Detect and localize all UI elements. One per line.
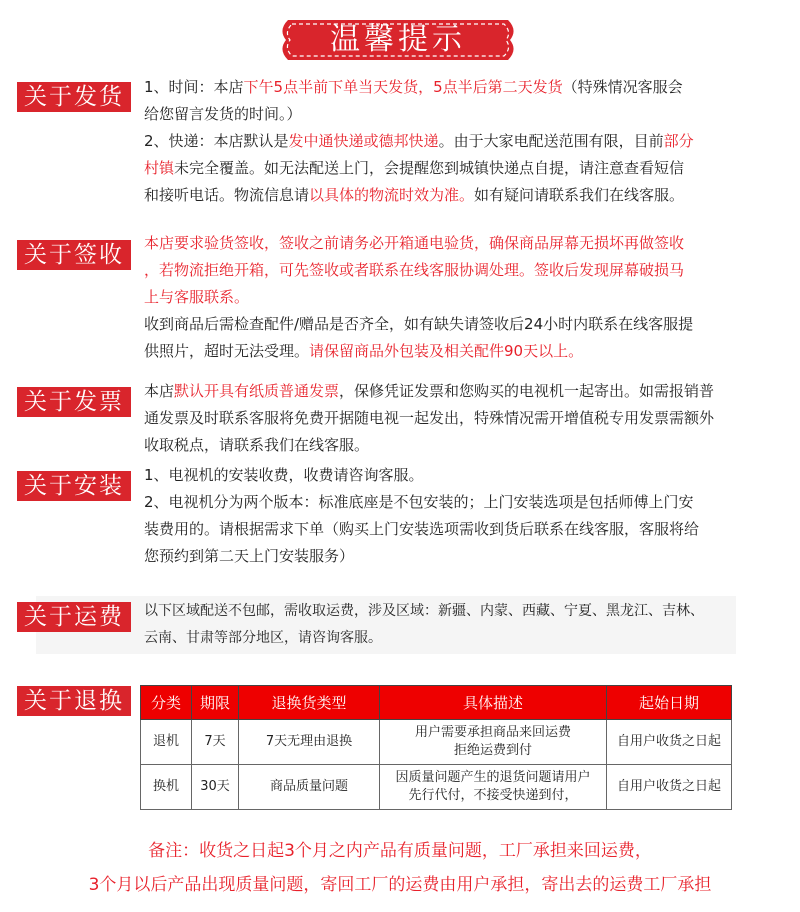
text-line (144, 405, 784, 432)
text-line (144, 338, 784, 365)
invoice-text (144, 378, 784, 459)
col-header-description: 具体描述 (380, 686, 607, 720)
table-row (141, 765, 732, 810)
highlight-text: 本店要求验货签收，签收之前请务必开箱通电验货，确保商品屏幕无损坏再做签收 (144, 234, 685, 252)
highlight-text: 上与客服联系。 (144, 288, 250, 306)
freight-text (144, 598, 784, 652)
highlight-text: ，若物流拒绝开箱，可先签收或者联系在线客服协调处理。签收后发现屏幕破损马 (144, 261, 685, 279)
text-line (144, 74, 784, 101)
text-line (144, 230, 784, 257)
highlight-text: 部分 (663, 132, 694, 150)
body-text: 收到商品后需检查配件/赠品是否齐全，如有缺失请签收后24小时内联系在线客服提 (144, 315, 694, 333)
highlight-text: 发中通快递或德邦快递 (288, 132, 439, 150)
table-row (141, 720, 732, 765)
text-line (144, 516, 784, 543)
body-text: 给您留言发货的时间。） (144, 105, 302, 123)
table-cell: 自用户收货之日起 (607, 720, 732, 765)
section-tag-invoice: 关于发票 (17, 387, 131, 417)
col-header-start-date: 起始日期 (607, 686, 732, 720)
highlight-text: 请保留商品外包装及相关配件90天以上。 (309, 342, 584, 360)
col-header-period: 期限 (192, 686, 239, 720)
text-line (144, 543, 784, 570)
returns-table (140, 685, 732, 810)
col-header-category: 分类 (141, 686, 192, 720)
highlight-text: 默认开具有纸质普通发票 (174, 382, 340, 400)
text-line (144, 598, 784, 625)
text-line (144, 462, 784, 489)
table-cell: 换机 (141, 765, 192, 810)
body-text: 云南、甘肃等部分地区，请咨询客服。 (144, 630, 382, 646)
section-tag-freight: 关于运费 (17, 602, 131, 632)
section-tag-shipping: 关于发货 (17, 82, 131, 112)
text-line (144, 489, 784, 516)
body-text: 。由于大家电配送范围有限，目前 (438, 132, 664, 150)
body-text: 如有疑问请联系我们在线客服。 (474, 186, 685, 204)
body-text: 供照片，超时无法受理。 (144, 342, 310, 360)
text-line (144, 257, 784, 284)
table-cell: 退机 (141, 720, 192, 765)
body-text: 未完全覆盖。如无法配送上门，会提醒您到城镇快递点自提，请注意查看短信 (174, 159, 685, 177)
body-text: ，保修凭证发票和您购买的电视机一起寄出。如需报销普 (339, 382, 715, 400)
text-line (144, 311, 784, 338)
body-text: 通发票及时联系客服将免费开据随电视一起发出，特殊情况需开增值税专用发票需额外 (144, 409, 715, 427)
shipping-text (144, 74, 784, 209)
body-text: 收取税点，请联系我们在线客服。 (144, 436, 370, 454)
body-text: 本店 (144, 382, 175, 400)
table-cell: 自用户收货之日起 (607, 765, 732, 810)
body-text: 1、时间：本店 (144, 78, 244, 96)
receipt-text (144, 230, 784, 365)
body-text: 和接听电话。物流信息请 (144, 186, 310, 204)
table-cell: 30天 (192, 765, 239, 810)
install-text (144, 462, 784, 570)
page-title: 温馨提示 (330, 22, 466, 57)
text-line (144, 625, 784, 652)
note-line-2: 3个月以后产品出现质量问题，寄回工厂的运费由用户承担，寄出去的运费工厂承担 (88, 875, 712, 895)
text-line (144, 155, 784, 182)
body-text: 1、电视机的安装收费，收费请咨询客服。 (144, 466, 424, 484)
col-header-type: 退换货类型 (239, 686, 380, 720)
text-line (144, 378, 784, 405)
body-text: 您预约到第二天上门安装服务） (144, 547, 355, 565)
table-cell: 因质量问题产生的退货问题请用户 先行代付，不接受快递到付， (380, 765, 607, 810)
section-tag-install: 关于安装 (17, 471, 131, 501)
note-line-1: 备注：收货之日起3个月之内产品有质量问题，工厂承担来回运费， (148, 841, 652, 861)
body-text: （特殊情况客服会 (562, 78, 683, 96)
text-line (144, 101, 784, 128)
body-text: 2、电视机分为两个版本：标准底座是不包安装的；上门安装选项是包括师傅上门安 (144, 493, 694, 511)
table-header-row (141, 686, 732, 720)
highlight-text: 下午5点半前下单当天发货，5点半后第二天发货 (243, 78, 563, 96)
text-line (144, 284, 784, 311)
section-tag-returns: 关于退换 (17, 686, 131, 716)
table-cell: 7天 (192, 720, 239, 765)
body-text: 以下区域配送不包邮，需收取运费，涉及区域：新疆、内蒙、西藏、宁夏、黑龙江、吉林、 (144, 603, 704, 619)
table-cell: 商品质量问题 (239, 765, 380, 810)
highlight-text: 村镇 (144, 159, 175, 177)
table-cell: 用户需要承担商品来回运费 拒绝运费到付 (380, 720, 607, 765)
body-text: 装费用的。请根据需求下单（购买上门安装选项需收到货后联系在线客服，客服将给 (144, 520, 700, 538)
highlight-text: 以具体的物流时效为准。 (309, 186, 475, 204)
section-tag-receipt: 关于签收 (17, 240, 131, 270)
text-line (144, 432, 784, 459)
text-line (144, 182, 784, 209)
table-cell: 7天无理由退换 (239, 720, 380, 765)
body-text: 2、快递：本店默认是 (144, 132, 289, 150)
title-banner (278, 18, 518, 62)
text-line (144, 128, 784, 155)
